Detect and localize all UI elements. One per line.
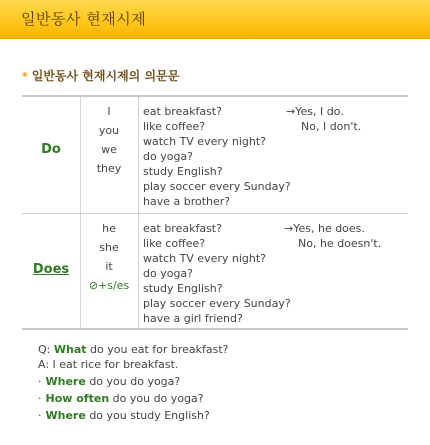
list-item (38, 390, 210, 407)
question-list (38, 373, 210, 424)
title-banner (0, 0, 430, 39)
question-rest: do you study English? (89, 409, 210, 422)
pronoun: she (99, 241, 119, 254)
phrase-list (143, 104, 291, 209)
section-heading (22, 67, 179, 84)
answer-no: No, he doesn't. (298, 237, 382, 250)
pronoun: you (98, 124, 120, 137)
phrase: watch TV every night? (143, 135, 267, 148)
phrase: do yoga? (143, 150, 194, 163)
list-item (38, 373, 210, 390)
verb-do: Do (41, 142, 61, 157)
q-keyword: What (53, 343, 87, 356)
phrase: like coffee? (143, 120, 206, 133)
wh-keyword: Where (45, 375, 86, 388)
pronoun: they (96, 162, 122, 175)
pronoun: we (101, 143, 117, 156)
bullet: · (38, 409, 42, 422)
phrase: eat breakfast? (143, 105, 222, 118)
phrase: study English? (143, 165, 223, 178)
phrase: eat breakfast? (143, 222, 222, 235)
phrase-list (143, 221, 291, 326)
question-rest: do you do yoga? (89, 375, 181, 388)
grammar-table (22, 95, 408, 330)
phrase: play soccer every Sunday? (143, 297, 291, 310)
question-line (38, 342, 229, 357)
verb-does: Does (32, 262, 70, 277)
answer-yes: →Yes, I do. (286, 105, 344, 118)
wh-keyword: How often (45, 392, 110, 405)
answer-line: A: I eat rice for breakfast. (38, 358, 179, 371)
answer-yes: →Yes, he does. (284, 222, 365, 235)
wh-keyword: Where (45, 409, 86, 422)
phrase: study English? (143, 282, 223, 295)
column-divider (138, 97, 139, 213)
pronoun-suffix-note: ⊘+s/es (88, 279, 130, 292)
pronoun: I (107, 105, 111, 118)
q-rest: do you eat for breakfast? (90, 343, 229, 356)
column-divider (138, 214, 139, 328)
phrase: do yoga? (143, 267, 194, 280)
answer-no: No, I don't. (301, 120, 362, 133)
section-title: 일반동사 현재시제의 의문문 (31, 69, 180, 83)
phrase: like coffee? (143, 237, 206, 250)
table-row-does (22, 214, 408, 328)
phrase: have a brother? (143, 195, 231, 208)
phrase: play soccer every Sunday? (143, 180, 291, 193)
example-qa (38, 342, 229, 372)
bullet: · (38, 375, 42, 388)
q-prefix: Q: (38, 343, 51, 356)
page-title: 일반동사 현재시제 (21, 10, 147, 28)
list-item (38, 407, 210, 424)
phrase: have a girl friend? (143, 312, 243, 325)
table-row-do (22, 97, 408, 214)
star-icon: * (22, 70, 28, 83)
phrase: watch TV every night? (143, 252, 267, 265)
pronoun: it (105, 260, 113, 273)
pronoun: he (102, 222, 116, 235)
bullet: · (38, 392, 42, 405)
pronoun-list (80, 219, 138, 295)
pronoun-list (80, 102, 138, 178)
question-rest: do you do yoga? (112, 392, 204, 405)
